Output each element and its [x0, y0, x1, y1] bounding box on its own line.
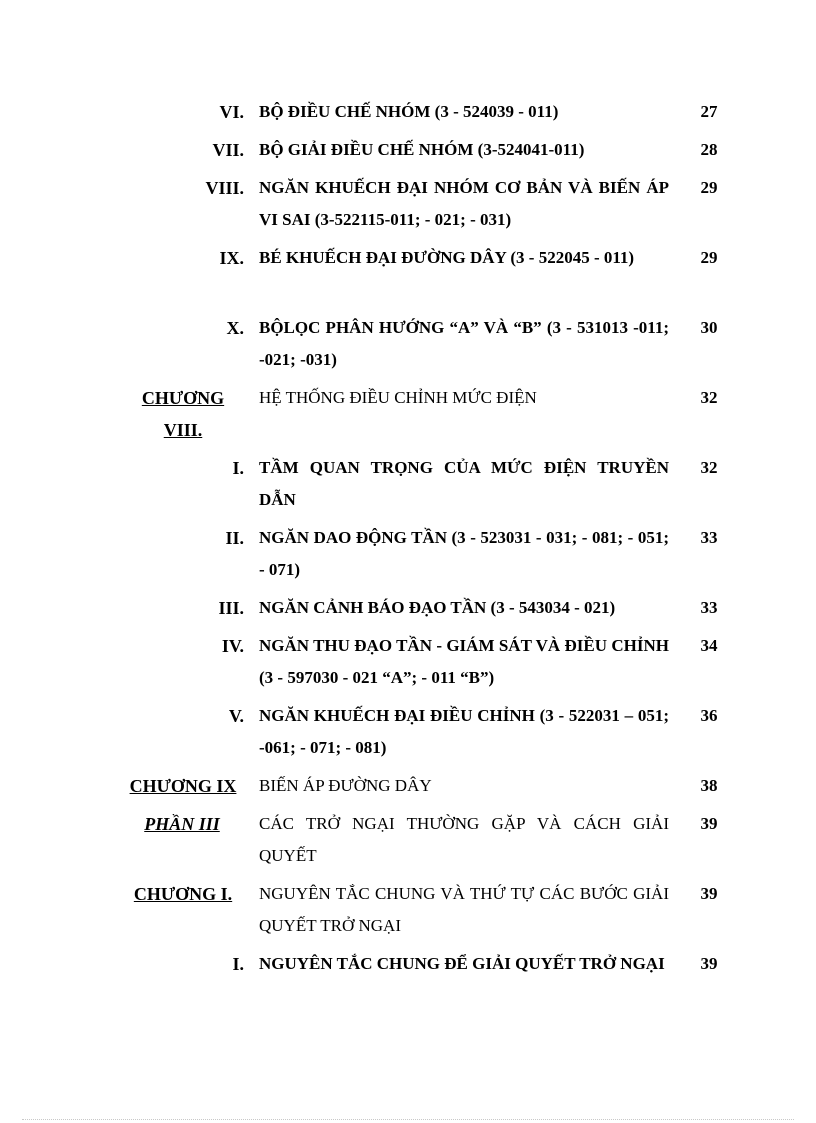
toc-entry-page: 27: [700, 102, 718, 121]
toc-entry-number: IX.: [219, 248, 244, 268]
toc-entry-title: NGUYÊN TẮC CHUNG ĐỂ GIẢI QUYẾT TRỞ NGẠI: [259, 954, 665, 973]
toc-entry[interactable]: [0, 592, 816, 630]
chapter-label: CHƯƠNG I.: [133, 884, 233, 904]
toc-entry[interactable]: [0, 522, 816, 592]
toc-entry-page: 33: [700, 528, 718, 547]
chapter-label: CHƯƠNG IX: [129, 776, 237, 796]
toc-entry[interactable]: [0, 948, 816, 1018]
table-of-contents: [0, 96, 816, 1018]
toc-entry-number: VI.: [219, 102, 244, 122]
toc-entry-title: NGĂN KHUẾCH ĐẠI NHÓM CƠ BẢN VÀ BIẾN ÁP VI SAI (3-522115-011; - 021; - 031): [259, 178, 669, 229]
toc-entry-page: 39: [700, 884, 718, 903]
toc-entry-page: 36: [700, 706, 718, 725]
toc-entry-title: BÉ KHUẾCH ĐẠI ĐƯỜNG DÂY (3 - 522045 - 011): [259, 248, 635, 267]
toc-entry[interactable]: [0, 96, 816, 134]
toc-entry-title: NGĂN CẢNH BÁO ĐẠO TẦN (3 - 543034 - 021): [259, 598, 616, 617]
toc-entry-title: CÁC TRỞ NGẠI THƯỜNG GẶP VÀ CÁCH GIẢI QUYẾT: [259, 814, 669, 865]
toc-part-entry[interactable]: [0, 808, 816, 878]
toc-entry-number: VIII.: [205, 178, 244, 198]
toc-entry-title: BỘ ĐIỀU CHẾ NHÓM (3 - 524039 - 011): [259, 102, 559, 121]
toc-entry-page: 30: [700, 318, 718, 337]
toc-entry[interactable]: [0, 452, 816, 522]
toc-entry[interactable]: [0, 700, 816, 770]
toc-entry-title: HỆ THỐNG ĐIỀU CHỈNH MỨC ĐIỆN: [259, 388, 537, 407]
toc-entry-title: NGĂN KHUẾCH ĐẠI ĐIỀU CHỈNH (3 - 522031 – 051; -061; - 071; - 081): [259, 706, 669, 757]
toc-entry-title: NGĂN THU ĐẠO TẦN - GIÁM SÁT VÀ ĐIỀU CHỈNH (3 - 597030 - 021 “A”; - 011 “B”): [259, 636, 669, 687]
toc-entry-number: IV.: [221, 636, 244, 656]
toc-chapter-entry[interactable]: [0, 382, 816, 452]
toc-entry-page: 38: [700, 776, 718, 795]
toc-entry[interactable]: [0, 312, 816, 382]
toc-entry[interactable]: [0, 630, 816, 700]
toc-entry-page: 29: [700, 248, 718, 267]
toc-chapter-entry[interactable]: [0, 770, 816, 808]
toc-entry-page: 32: [700, 458, 718, 477]
toc-entry[interactable]: [0, 134, 816, 172]
toc-entry-title: BIẾN ÁP ĐƯỜNG DÂY: [259, 776, 432, 795]
page-bottom-divider: [22, 1119, 794, 1120]
toc-entry-title: BỘLỌC PHÂN HƯỚNG “A” VÀ “B” (3 - 531013 -011; -021; -031): [259, 318, 669, 369]
toc-entry-number: V.: [228, 706, 244, 726]
toc-entry-page: 33: [700, 598, 718, 617]
toc-entry-page: 39: [700, 814, 718, 833]
toc-entry[interactable]: [0, 242, 816, 312]
toc-entry-number: VII.: [212, 140, 244, 160]
part-label: PHẦN III: [144, 814, 220, 834]
toc-chapter-entry[interactable]: [0, 878, 816, 948]
toc-entry-title: NGUYÊN TẮC CHUNG VÀ THỨ TỰ CÁC BƯỚC GIẢI QUYẾT TRỞ NGẠI: [259, 884, 669, 935]
toc-entry-title: TẦM QUAN TRỌNG CỦA MỨC ĐIỆN TRUYỀN DẪN: [259, 458, 669, 509]
toc-entry-number: I.: [232, 954, 244, 974]
toc-entry[interactable]: [0, 172, 816, 242]
toc-entry-page: 32: [700, 388, 718, 407]
toc-entry-number: X.: [226, 318, 244, 338]
toc-entry-page: 28: [700, 140, 718, 159]
chapter-label-line1: CHƯƠNG: [141, 388, 225, 408]
toc-entry-number: II.: [225, 528, 244, 548]
toc-entry-number: I.: [232, 458, 244, 478]
toc-entry-page: 34: [700, 636, 718, 655]
toc-entry-page: 29: [700, 178, 718, 197]
chapter-label-line2: VIII.: [163, 420, 203, 440]
toc-entry-title: NGĂN DAO ĐỘNG TẦN (3 - 523031 - 031; - 081; - 051; - 071): [259, 528, 669, 579]
toc-entry-number: III.: [218, 598, 244, 618]
toc-entry-page: 39: [700, 954, 718, 973]
toc-entry-title: BỘ GIẢI ĐIỀU CHẾ NHÓM (3-524041-011): [259, 140, 585, 159]
